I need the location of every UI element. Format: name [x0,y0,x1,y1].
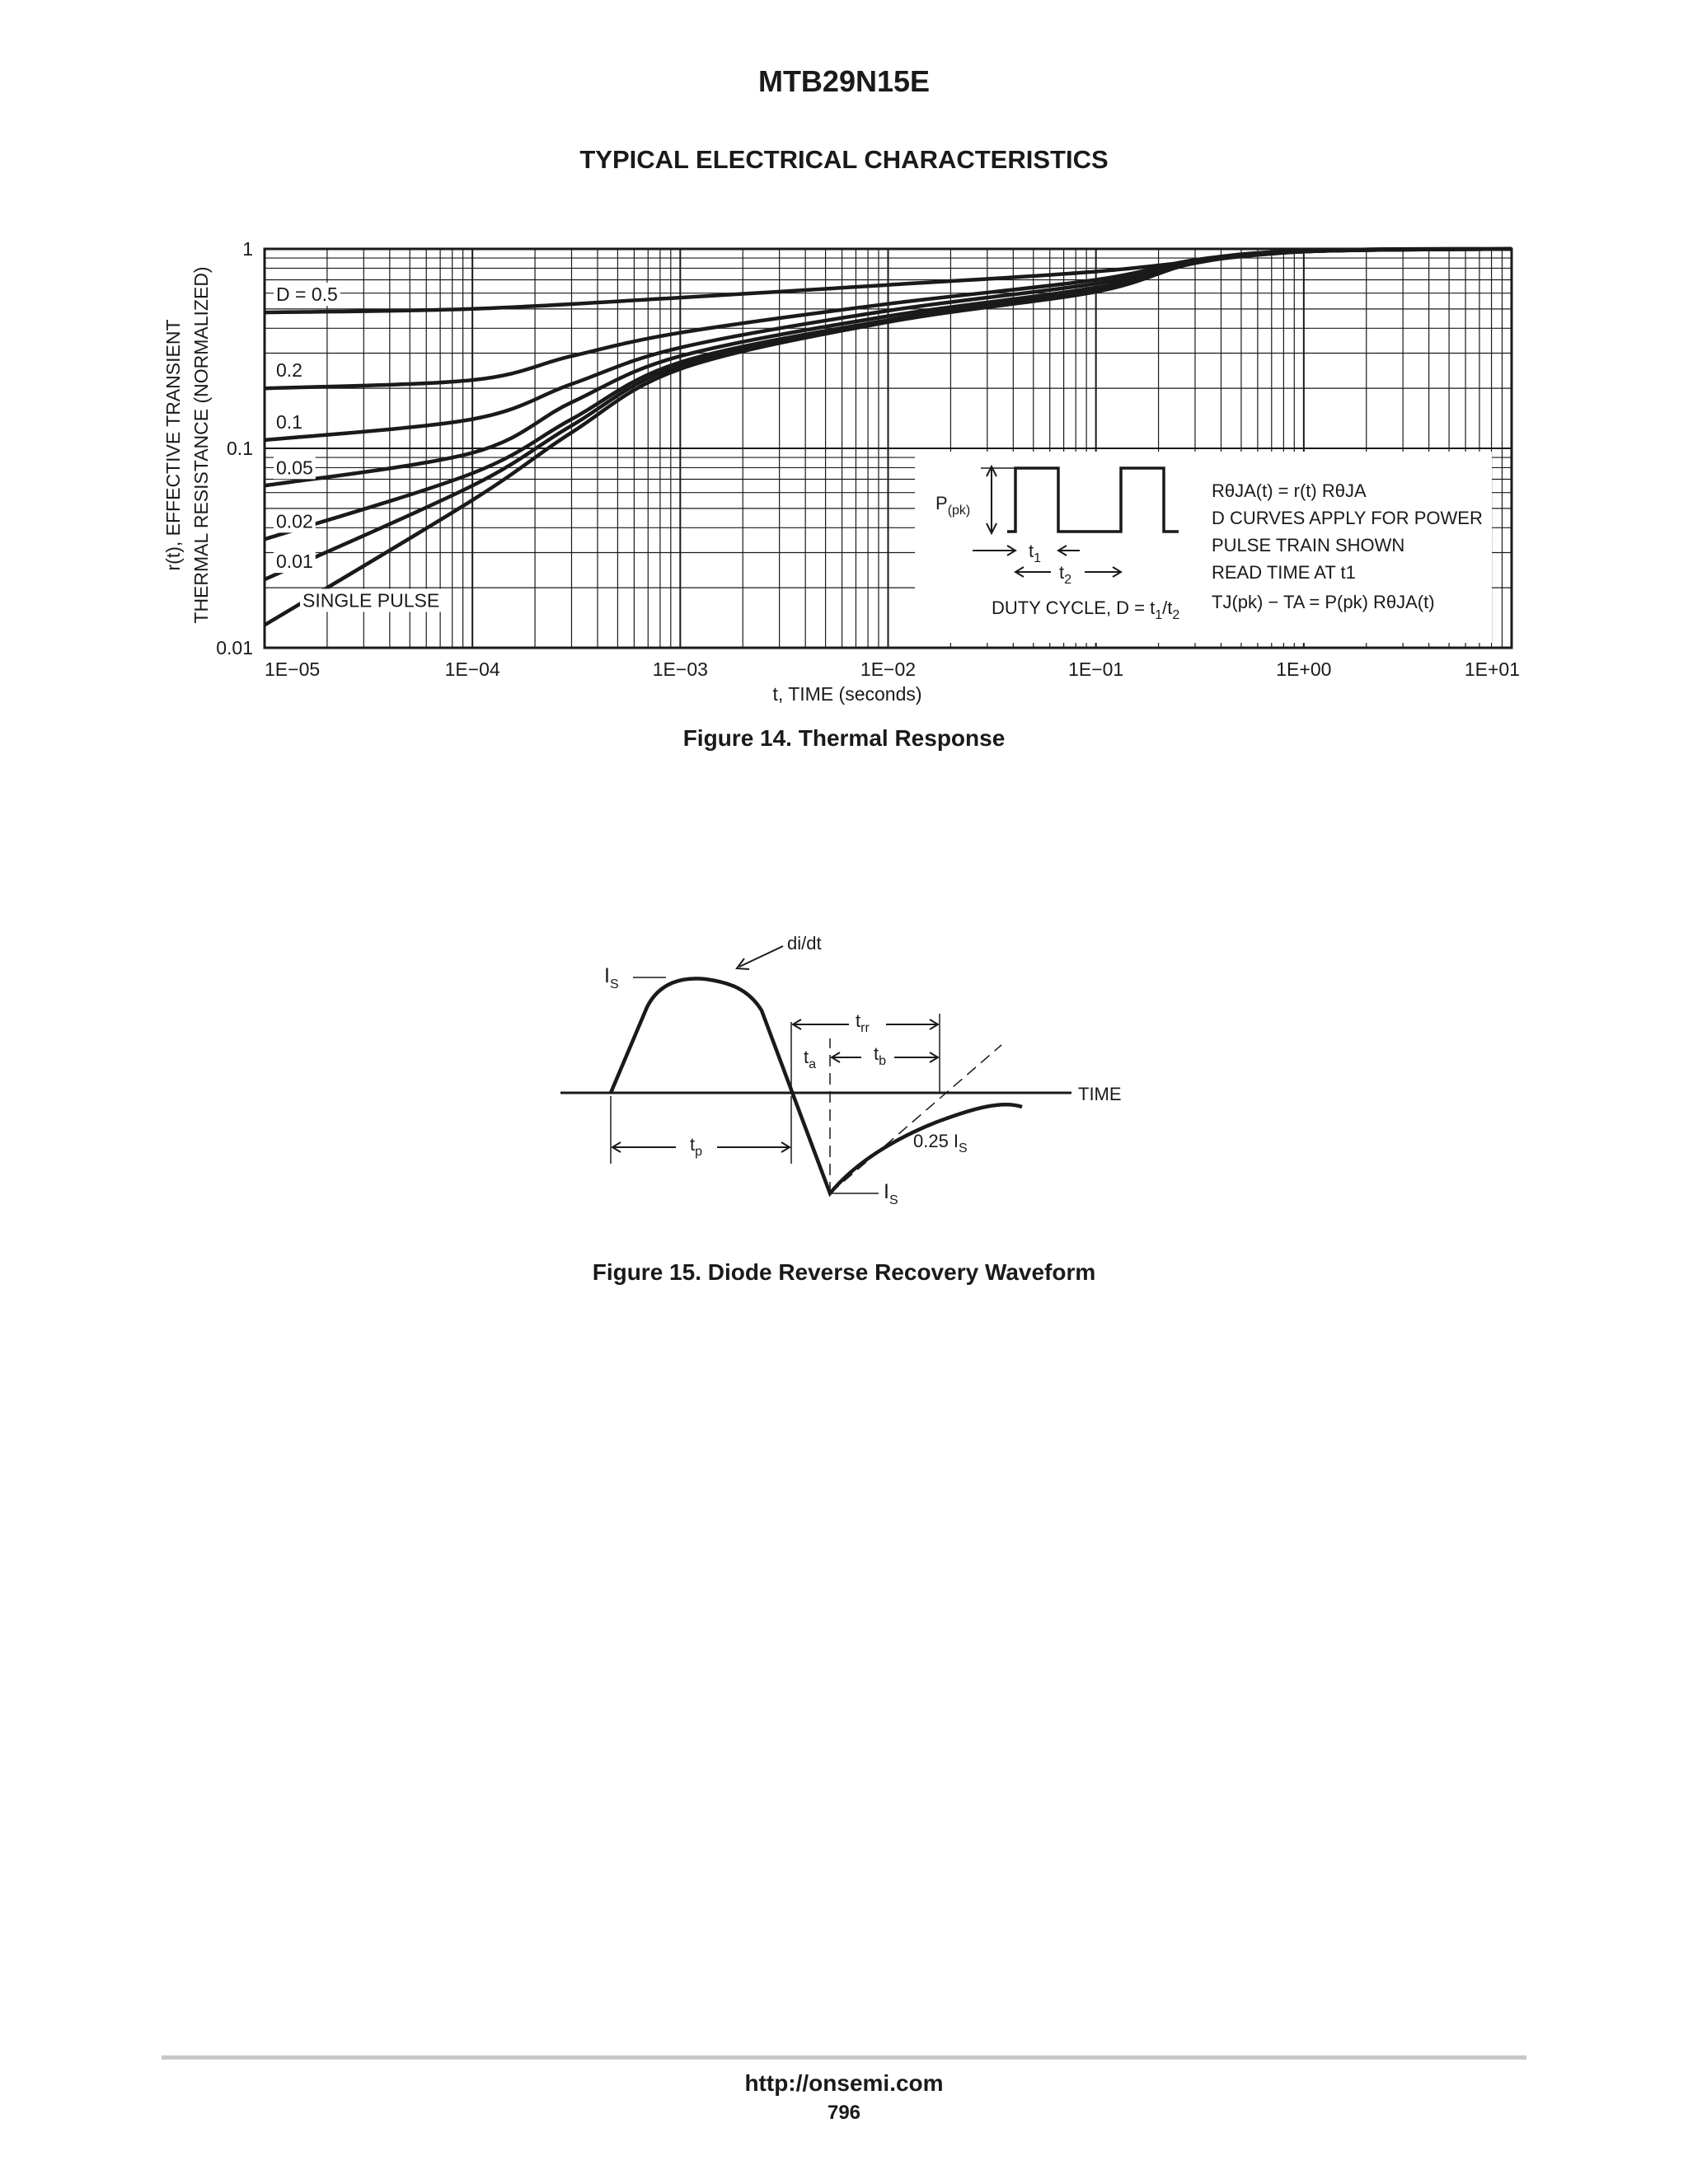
x-tick-label: 1E−05 [265,658,321,680]
inset-note-2: D CURVES APPLY FOR POWER [1212,508,1483,528]
section-title: TYPICAL ELECTRICAL CHARACTERISTICS [579,145,1109,174]
inset-note-1: RθJA(t) = r(t) RθJA [1212,480,1367,501]
x-tick-label: 1E+00 [1276,658,1332,680]
document-title: MTB29N15E [757,64,931,98]
page-number: 796 [827,2102,861,2124]
tb-label: $t_b$ [874,1043,887,1068]
y-axis-label-line2: THERMAL RESISTANCE (NORMALIZED) [190,266,212,624]
series-label: 0.2 [276,359,302,382]
trr-label: $t_{rr}$ [856,1010,870,1035]
time-label: TIME [1078,1084,1122,1104]
inset-note-3: PULSE TRAIN SHOWN [1212,535,1405,555]
figure-15-caption: Figure 15. Diode Reverse Recovery Waveform [592,1259,1096,1285]
x-tick-label: 1E−01 [1068,658,1124,680]
series-label: D = 0.5 [276,284,338,306]
inset-note-5: TJ(pk) − TA = P(pk) RθJA(t) [1212,592,1435,612]
figure-14-caption: Figure 14. Thermal Response [682,725,1006,751]
x-axis-label: t, TIME (seconds) [772,683,922,705]
tp-label: $t_p$ [690,1134,703,1159]
ppk-label: $P_{(pk)}$ [935,493,971,518]
footer-url[interactable]: http://onsemi.com [744,2070,944,2096]
is-min-label: $I_S$ [884,1180,898,1207]
series-label: 0.02 [276,510,313,532]
y-tick-label: 1 [242,238,253,260]
ta-label: $t_a$ [804,1047,817,1071]
x-tick-label: 1E−03 [652,658,708,680]
y-tick-label: 0.01 [216,637,253,658]
y-tick-label: 0.1 [227,438,253,459]
duty-cycle-formula: DUTY CYCLE, $D = t_1/t_2$ [992,598,1180,622]
footer-divider [162,2055,1526,2060]
t1-label: $t_1$ [1029,541,1042,565]
y-axis-label-line1: r(t), EFFECTIVE TRANSIENT [162,319,184,571]
series-label: 0.01 [276,551,313,573]
quarter-is-label: 0.25 $I_S$ [913,1131,968,1155]
is-peak-label: $I_S$ [604,964,619,991]
t2-label: $t_2$ [1059,562,1072,587]
series-label: 0.1 [276,410,302,433]
didt-label: di/dt [787,933,822,954]
waveform-curve [611,978,1022,1193]
x-tick-label: 1E−02 [860,658,917,680]
series-label: SINGLE PULSE [302,589,440,612]
tb-extrapolation-line [830,1045,1001,1193]
x-tick-label: 1E+01 [1464,658,1520,680]
x-tick-label: 1E−04 [444,658,500,680]
inset-note-4: READ TIME AT t1 [1212,562,1356,583]
series-label: 0.05 [276,457,313,479]
didt-leader [739,946,783,967]
